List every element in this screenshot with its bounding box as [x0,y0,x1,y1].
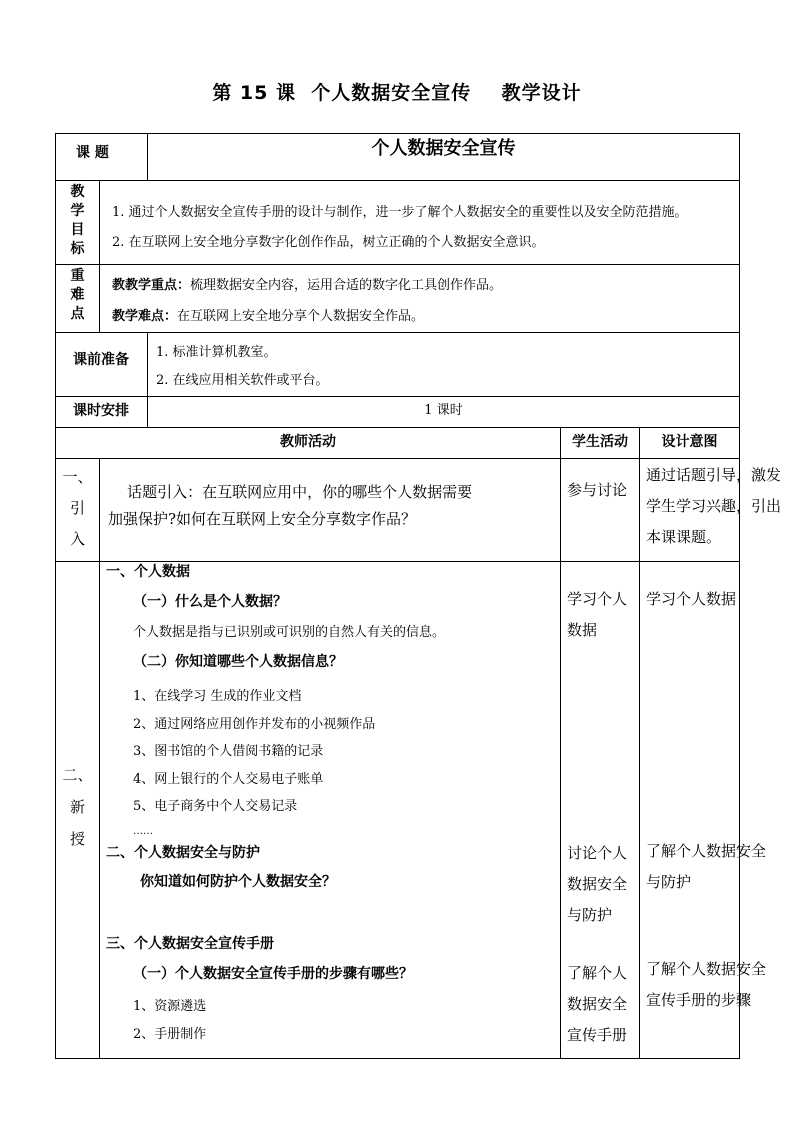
objective-item: 2. 在互联网上安全地分享数字化创作作品，树立正确的个人数据安全意识。 [112,235,545,250]
question-heading: 你知道如何防护个人数据安全？ [140,874,336,890]
intro-label: 一、 引 入 [56,459,100,562]
preparation-item: 1. 标准计算机教室。 [156,345,277,360]
list-ellipsis: …… [133,825,153,837]
section-heading: 三、个人数据安全宣传手册 [106,936,274,952]
lesson-plan-table [55,133,782,1059]
question-heading: （一）个人数据安全宣传手册的步骤有哪些？ [133,966,413,982]
section-heading: 二、个人数据安全与防护 [106,845,260,861]
section-heading: 一、个人数据 [106,564,190,580]
objectives-content [100,181,740,265]
objectives-label: 教 学 目 标 [56,181,100,265]
page-title: 第 15 课 个人数据安全宣传 教学设计 [212,82,582,104]
design-intent-1: 学习个人数据 [646,590,737,608]
design-intent-3: 了解个人数据安全 宣传手册的步骤 [646,960,767,1009]
col-teacher-header: 教师活动 [56,428,561,459]
student-activity-2: 讨论个人 数据安全 与防护 [567,844,628,924]
preparation-label: 课前准备 [56,333,148,397]
intro-row [56,459,740,562]
definition-text: 个人数据是指与已识别或可识别的自然人有关的信息。 [133,625,446,640]
student-activity-3: 了解个人 数据安全 宣传手册 [567,964,628,1044]
objectives-row [56,181,740,265]
new-lesson-teacher [100,562,561,1059]
preparation-row [56,333,740,397]
column-header-row [56,428,740,459]
new-lesson-label: 二、 新 授 [56,562,100,1059]
list-item: 5、电子商务中个人交易记录 [133,799,298,814]
intro-student: 参与讨论 [561,459,640,562]
question-heading: （二）你知道哪些个人数据信息？ [133,654,343,670]
topic-value: 个人数据安全宣传 [148,134,740,181]
topic-label: 课 题 [56,134,148,181]
key-emphasis: 教教学重点：梳理数据安全内容，运用合适的数字化工具创作作品。 [112,278,503,293]
new-lesson-row [56,562,740,1059]
intro-design: 通过话题引导，激发 学生学习兴趣，引出 本课课题。 [640,459,740,562]
list-item: 1、在线学习 生成的作业文档 [133,689,302,704]
data-examples-list [133,683,375,843]
schedule-value: 1 课时 [148,397,740,428]
schedule-label: 课时安排 [56,397,148,428]
list-item: 4、网上银行的个人交易电子账单 [133,771,324,787]
design-intent-2: 了解个人数据安全 与防护 [646,842,767,891]
intro-teacher: 话题引入：在互联网应用中，你的哪些个人数据需要 加强保护?如何在互联网上安全分享数字作品？ [100,459,561,562]
list-item: 2、手册制作 [133,1027,207,1042]
steps-list [133,993,206,1049]
topic-row [56,134,740,181]
key-difficulty: 教学难点：在互联网上安全地分享个人数据安全作品。 [112,309,425,324]
list-item: 2、通过网络应用创作并发布的小视频作品 [133,716,376,732]
preparation-content [148,333,740,397]
list-item: 3、图书馆的个人借阅书籍的记录 [133,744,324,759]
col-student-header: 学生活动 [561,428,640,459]
new-lesson-design [640,562,767,1059]
question-heading: （一）什么是个人数据？ [133,594,287,610]
new-lesson-student [561,562,640,1059]
student-activity-1: 学习个人 数据 [567,590,628,639]
preparation-item: 2. 在线应用相关软件或平台。 [156,373,329,388]
col-design-header: 设计意图 [640,428,740,459]
objective-item: 1. 通过个人数据安全宣传手册的设计与制作，进一步了解个人数据安全的重要性以及安全防范措施。 [112,205,688,220]
schedule-row [56,397,740,428]
key-points-content [100,265,740,333]
key-points-row [56,265,740,333]
list-item: 1、资源遴选 [133,999,207,1014]
key-points-label: 重 难 点 [56,265,100,333]
